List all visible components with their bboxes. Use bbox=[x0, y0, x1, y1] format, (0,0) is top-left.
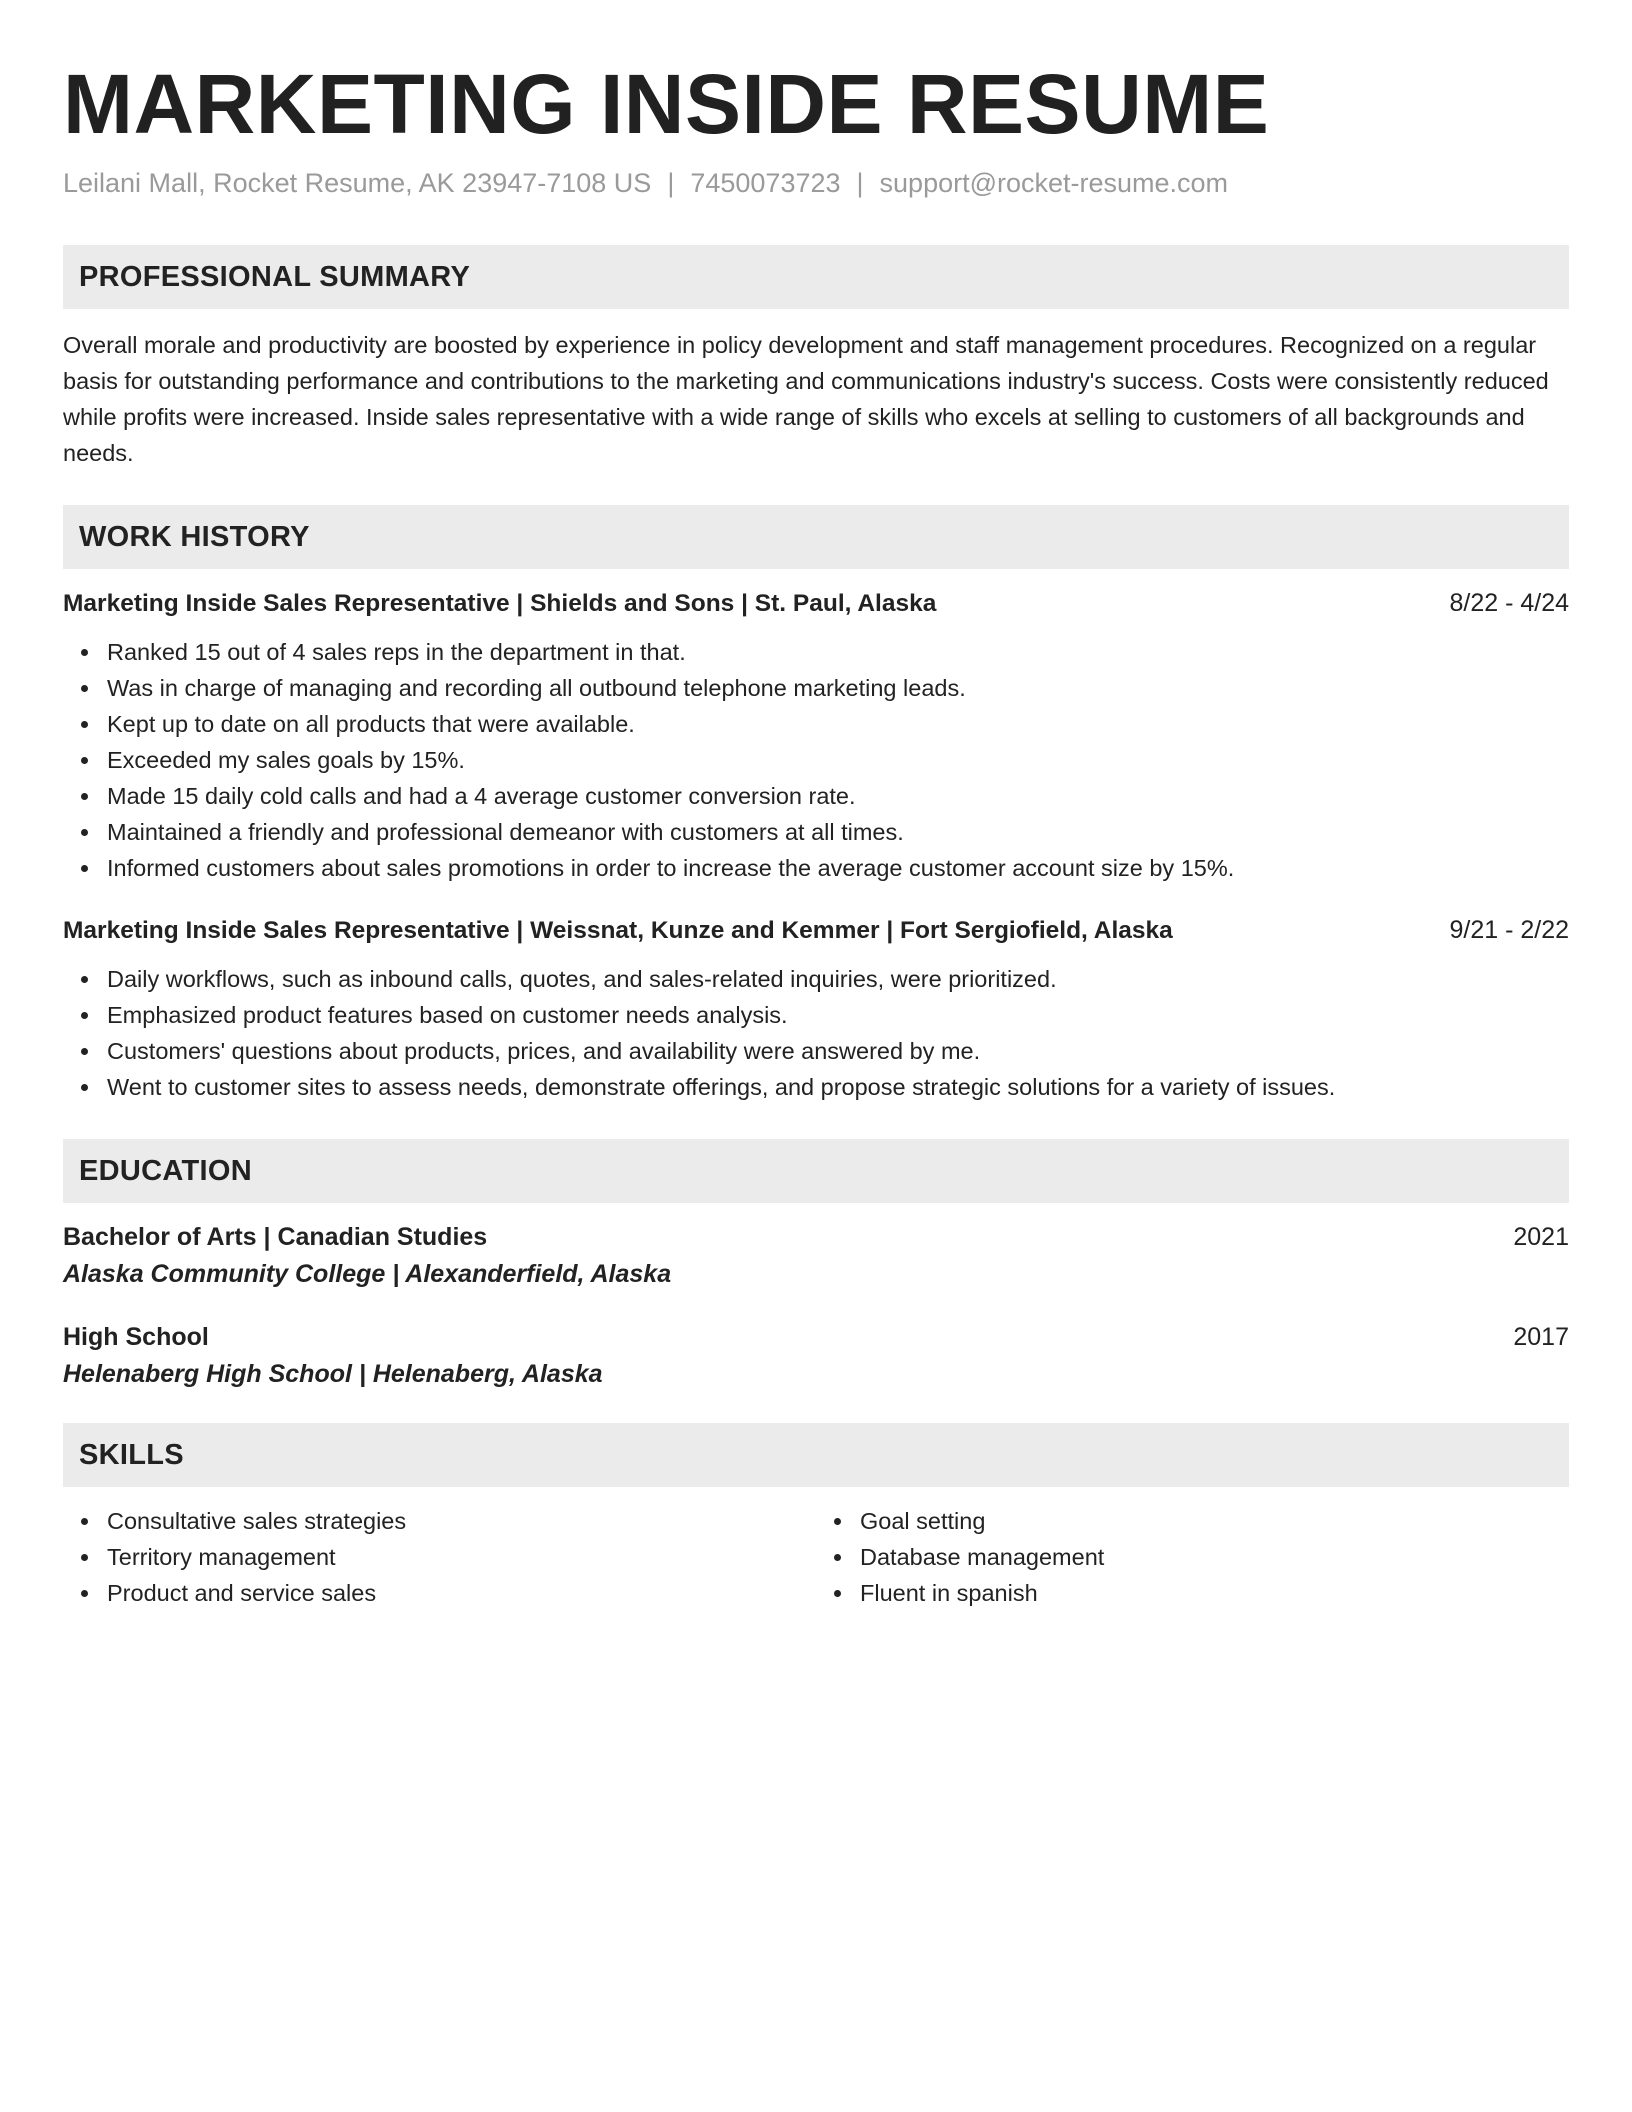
section-heading-skills: SKILLS bbox=[63, 1423, 1569, 1487]
job-duties bbox=[63, 961, 1569, 1105]
job-dates: 9/21 - 2/22 bbox=[1449, 916, 1569, 945]
job-entry bbox=[63, 589, 1569, 886]
list-item: Customers' questions about products, prices, and availability were answered by me. bbox=[63, 1033, 1569, 1069]
summary-text: Overall morale and productivity are boosted by experience in policy development and staff management procedures. Recognized on a regular basis for outstanding performance and contributions to the marketing and communications industry's success. Costs were consistently reduced while profits were increased. Inside sales representative with a wide range of skills who excels at selling to customers of all backgrounds and needs. bbox=[63, 332, 1549, 467]
education-header bbox=[63, 1223, 1569, 1252]
list-item: Territory management bbox=[63, 1539, 816, 1575]
contact-email: support@rocket-resume.com bbox=[879, 168, 1229, 199]
list-item: Ranked 15 out of 4 sales reps in the department in that. bbox=[63, 634, 1569, 670]
contact-separator: | bbox=[667, 168, 675, 199]
skills-column-right bbox=[816, 1503, 1569, 1611]
contact-line bbox=[63, 166, 1569, 201]
contact-separator: | bbox=[856, 168, 864, 199]
job-duties bbox=[63, 634, 1569, 886]
list-item: Daily workflows, such as inbound calls, quotes, and sales-related inquiries, were prioritized. bbox=[63, 961, 1569, 997]
education-degree: High School bbox=[63, 1323, 209, 1352]
education-year: 2017 bbox=[1513, 1323, 1569, 1352]
list-item: Database management bbox=[816, 1539, 1569, 1575]
list-item: Maintained a friendly and professional demeanor with customers at all times. bbox=[63, 814, 1569, 850]
resume-title: MARKETING INSIDE RESUME bbox=[63, 57, 1270, 151]
education-school: Helenaberg High School | Helenaberg, Alaska bbox=[63, 1360, 603, 1389]
job-entry bbox=[63, 916, 1569, 1105]
skills-list bbox=[63, 1503, 1569, 1611]
list-item: Made 15 daily cold calls and had a 4 average customer conversion rate. bbox=[63, 778, 1569, 814]
section-heading-education: EDUCATION bbox=[63, 1139, 1569, 1203]
list-item: Consultative sales strategies bbox=[63, 1503, 816, 1539]
skills-column-left bbox=[63, 1503, 816, 1611]
contact-phone: 7450073723 bbox=[690, 168, 841, 199]
job-header bbox=[63, 916, 1569, 945]
contact-address: Leilani Mall, Rocket Resume, AK 23947-7108 US bbox=[63, 168, 652, 199]
job-title: Marketing Inside Sales Representative | Weissnat, Kunze and Kemmer | Fort Sergiofield, Alaska bbox=[63, 917, 1173, 945]
list-item: Emphasized product features based on customer needs analysis. bbox=[63, 997, 1569, 1033]
education-header bbox=[63, 1323, 1569, 1352]
education-school: Alaska Community College | Alexanderfield, Alaska bbox=[63, 1260, 672, 1289]
job-title: Marketing Inside Sales Representative | Shields and Sons | St. Paul, Alaska bbox=[63, 590, 937, 618]
list-item: Goal setting bbox=[816, 1503, 1569, 1539]
list-item: Fluent in spanish bbox=[816, 1575, 1569, 1611]
education-entry bbox=[63, 1223, 1569, 1289]
list-item: Was in charge of managing and recording all outbound telephone marketing leads. bbox=[63, 670, 1569, 706]
education-year: 2021 bbox=[1513, 1223, 1569, 1252]
job-dates: 8/22 - 4/24 bbox=[1449, 589, 1569, 618]
list-item: Exceeded my sales goals by 15%. bbox=[63, 742, 1569, 778]
list-item: Kept up to date on all products that were available. bbox=[63, 706, 1569, 742]
list-item: Product and service sales bbox=[63, 1575, 816, 1611]
education-entry bbox=[63, 1323, 1569, 1389]
list-item: Informed customers about sales promotions in order to increase the average customer account size by 15%. bbox=[63, 850, 1569, 886]
education-degree: Bachelor of Arts | Canadian Studies bbox=[63, 1223, 488, 1252]
section-heading-work-history: WORK HISTORY bbox=[63, 505, 1569, 569]
list-item: Went to customer sites to assess needs, demonstrate offerings, and propose strategic solutions for a variety of issues. bbox=[63, 1069, 1569, 1105]
section-heading-summary: PROFESSIONAL SUMMARY bbox=[63, 245, 1569, 309]
job-header bbox=[63, 589, 1569, 618]
